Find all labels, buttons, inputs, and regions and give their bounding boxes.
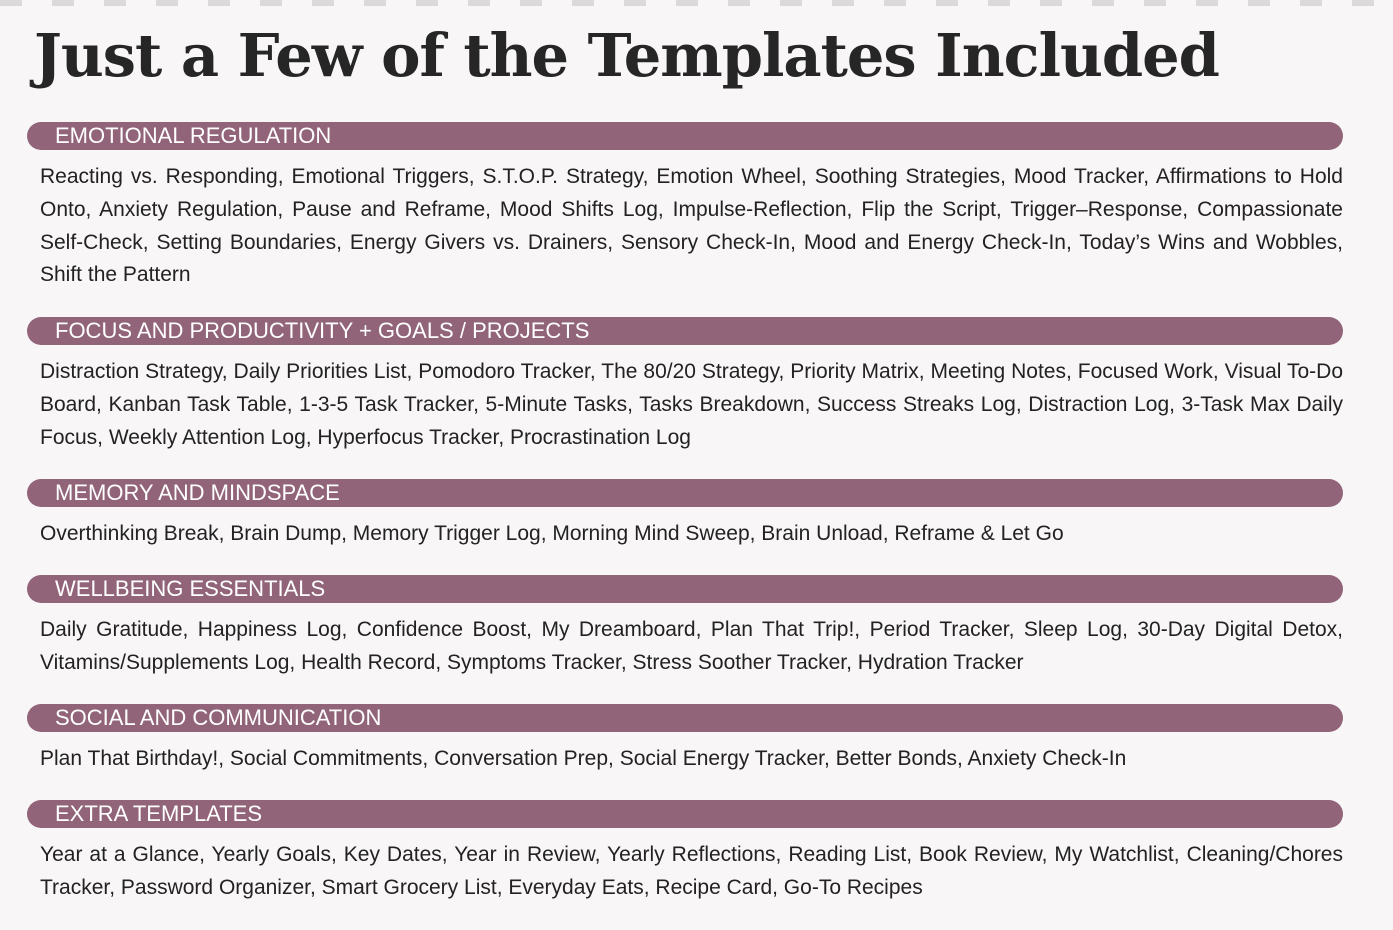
section-header-label: EXTRA TEMPLATES bbox=[55, 801, 263, 826]
section-memory-mindspace bbox=[27, 479, 1343, 551]
section-template-list: Reacting vs. Responding, Emotional Triggers, S.T.O.P. Strategy, Emotion Wheel, Soothing Strategies, Mood Tracker, Affirmations to Hold Onto, Anxiety Regulation, Pause and Reframe, Mood Shifts Log, Impulse-Reflection, Flip the Script, Trigger–Response, Compassionate Self-Check, Setting Boundaries, Energy Givers vs. Drainers, Sensory Check-In, Mood and Energy Check-In, Today’s Wins and Wobbles, Shift the Pattern bbox=[40, 165, 1343, 287]
section-template-list: Overthinking Break, Brain Dump, Memory Trigger Log, Morning Mind Sweep, Brain Unload, Reframe & Let Go bbox=[40, 522, 1064, 545]
section-header bbox=[27, 575, 1343, 603]
section-header bbox=[27, 800, 1343, 828]
section-header-label: EMOTIONAL REGULATION bbox=[55, 123, 332, 148]
section-template-list: Daily Gratitude, Happiness Log, Confidence Boost, My Dreamboard, Plan That Trip!, Period Tracker, Sleep Log, 30-Day Digital Detox, Vitamins/Supplements Log, Health Record, Symptoms Tracker, Stress Soother Tracker, Hydration Tracker bbox=[40, 618, 1343, 674]
section-template-list: Year at a Glance, Yearly Goals, Key Dates, Year in Review, Yearly Reflections, Reading List, Book Review, My Watchlist, Cleaning/Chores Tracker, Password Organizer, Smart Grocery List, Everyday Eats, Recipe Card, Go-To Recipes bbox=[40, 843, 1343, 899]
section-focus-productivity bbox=[27, 317, 1343, 454]
section-header-label: WELLBEING ESSENTIALS bbox=[55, 576, 326, 601]
section-header bbox=[27, 317, 1343, 345]
section-wellbeing-essentials bbox=[27, 575, 1343, 680]
section-header-label: SOCIAL AND COMMUNICATION bbox=[55, 705, 382, 730]
section-emotional-regulation bbox=[27, 122, 1343, 292]
section-header bbox=[27, 122, 1343, 150]
section-social-communication bbox=[27, 704, 1343, 776]
page-title: Just a Few of the Templates Included bbox=[34, 21, 1219, 90]
top-dashed-border bbox=[0, 0, 1393, 6]
section-header-label: FOCUS AND PRODUCTIVITY + GOALS / PROJECTS bbox=[55, 318, 590, 343]
section-template-list: Distraction Strategy, Daily Priorities List, Pomodoro Tracker, The 80/20 Strategy, Priority Matrix, Meeting Notes, Focused Work, Visual To-Do Board, Kanban Task Table, 1-3-5 Task Tracker, 5-Minute Tasks, Tasks Breakdown, Success Streaks Log, Distraction Log, 3-Task Max Daily Focus, Weekly Attention Log, Hyperfocus Tracker, Procrastination Log bbox=[40, 360, 1343, 449]
section-header bbox=[27, 479, 1343, 507]
section-extra-templates bbox=[27, 800, 1343, 905]
section-header-label: MEMORY AND MINDSPACE bbox=[55, 480, 340, 505]
section-header bbox=[27, 704, 1343, 732]
section-template-list: Plan That Birthday!, Social Commitments, Conversation Prep, Social Energy Tracker, Better Bonds, Anxiety Check-In bbox=[40, 747, 1127, 770]
